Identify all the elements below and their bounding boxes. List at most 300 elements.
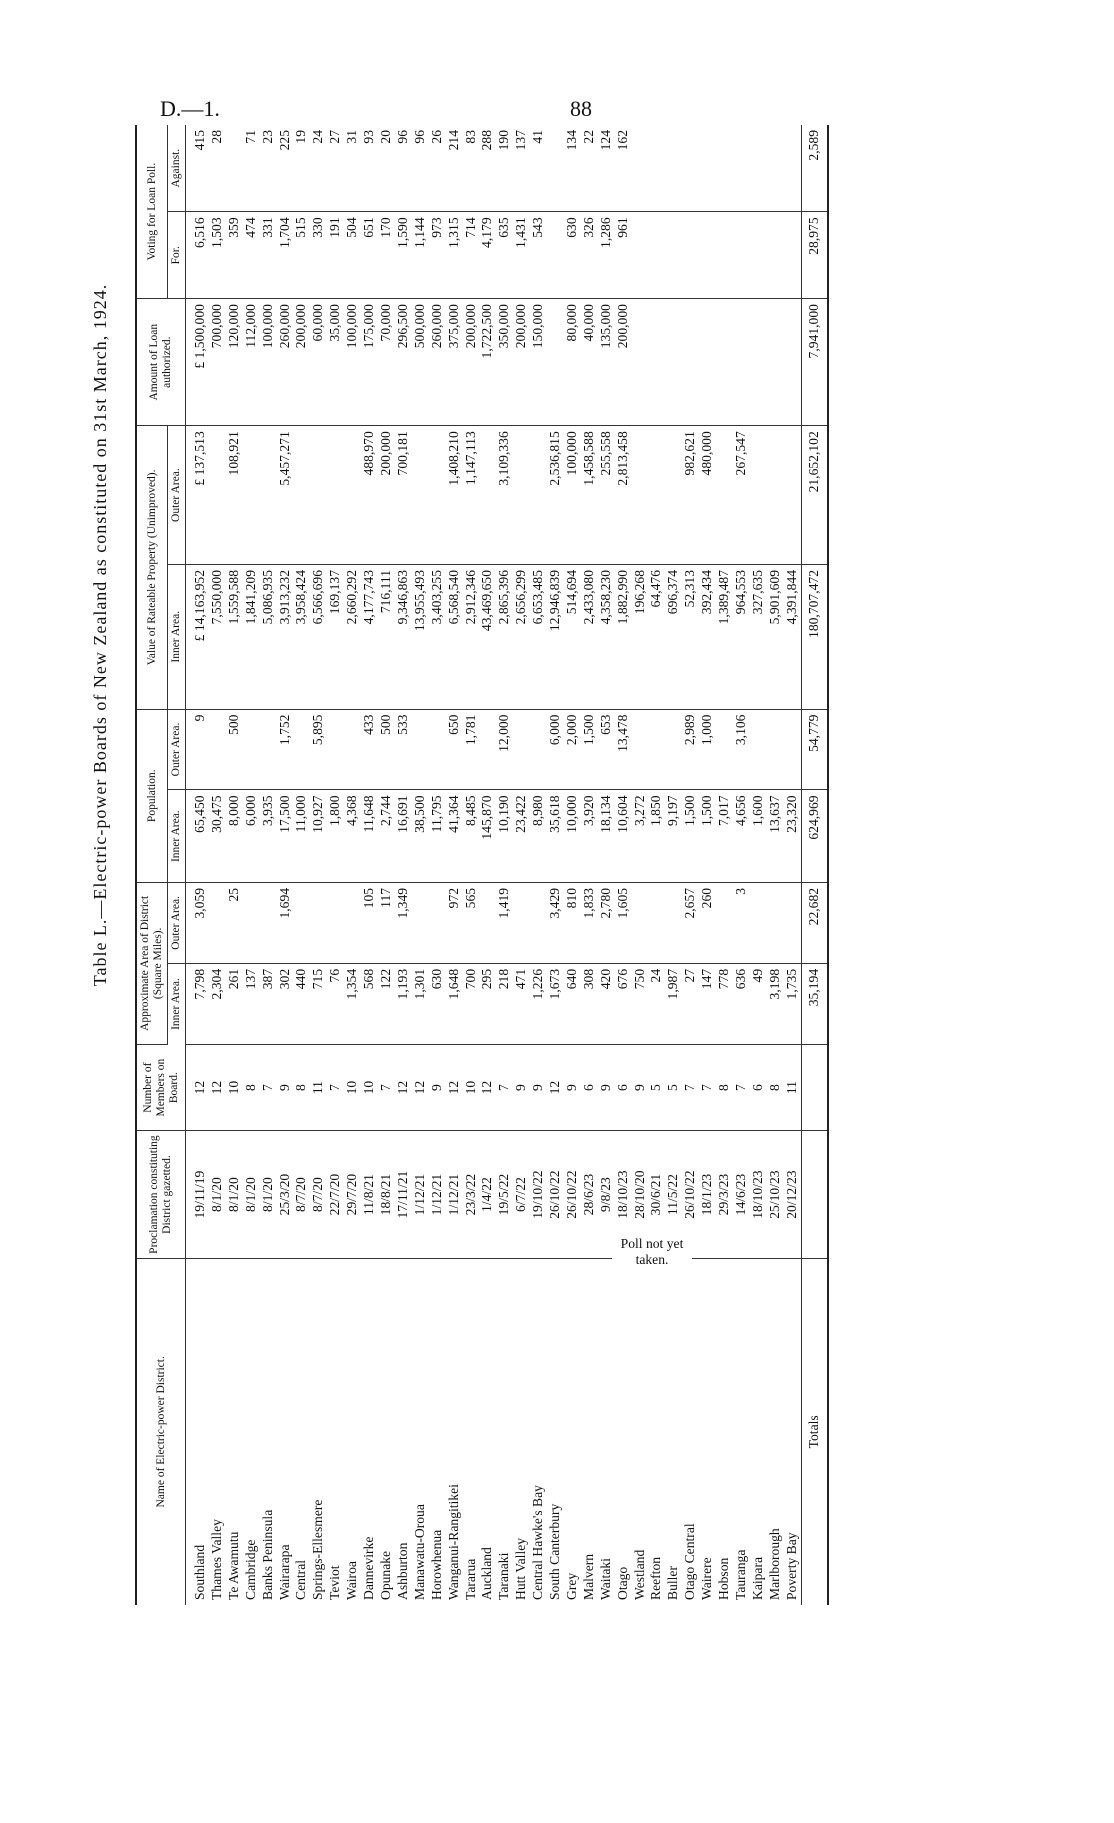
row-proclamation: 1/12/21 <box>412 1131 429 1258</box>
row-proclamation: 17/11/21 <box>395 1131 412 1258</box>
row-loan: 200,000 <box>513 299 530 426</box>
row-pop-outer <box>293 709 310 790</box>
header-name: Name of Electric-power District. <box>136 1258 186 1605</box>
table-caption: Table L.—Electric-power Boards of New Zealand as constituted on 31st March, 1924. <box>90 283 110 987</box>
table-row <box>716 125 733 1605</box>
row-area-outer <box>260 882 277 963</box>
row-against: 24 <box>310 125 327 212</box>
row-area-outer: 810 <box>564 882 581 963</box>
row-name: Tararua <box>462 1558 478 1600</box>
row-area-outer <box>513 882 530 963</box>
row-area-outer: 1,419 <box>496 882 513 963</box>
row-pop-inner: 17,500 <box>277 790 294 882</box>
row-value-inner: 1,559,588 <box>226 565 243 710</box>
row-value-outer <box>344 426 361 565</box>
row-value-inner: 392,434 <box>699 565 716 710</box>
row-pop-outer: 500 <box>226 709 243 790</box>
row-proclamation: 18/10/23 <box>750 1131 767 1258</box>
table-header <box>136 125 186 1605</box>
row-proclamation: 29/7/20 <box>344 1131 361 1258</box>
row-proclamation: 6/7/22 <box>513 1131 530 1258</box>
row-area-outer: 105 <box>361 882 378 963</box>
row-for: 1,144 <box>412 212 429 299</box>
row-members: 5 <box>665 1044 682 1131</box>
row-against: 28 <box>209 125 226 212</box>
row-value-inner: 64,476 <box>648 565 665 710</box>
row-area-inner: 778 <box>716 963 733 1044</box>
row-pop-inner: 16,691 <box>395 790 412 882</box>
row-pop-inner: 8,485 <box>463 790 480 882</box>
row-area-outer: 2,657 <box>682 882 699 963</box>
row-members: 12 <box>479 1044 496 1131</box>
row-members: 8 <box>767 1044 784 1131</box>
row-pop-outer: 3,106 <box>733 709 750 790</box>
row-value-inner: 1,389,487 <box>716 565 733 710</box>
totals-area-inner: 35,194 <box>801 963 827 1044</box>
row-against: 137 <box>513 125 530 212</box>
row-name: Teviot <box>327 1565 343 1600</box>
row-loan <box>699 299 716 426</box>
totals-area-outer: 22,682 <box>801 882 827 963</box>
table-row <box>243 125 260 1605</box>
table-row <box>327 125 344 1605</box>
row-pop-outer <box>479 709 496 790</box>
row-members: 5 <box>648 1044 665 1131</box>
row-members: 7 <box>378 1044 395 1131</box>
row-loan: 120,000 <box>226 299 243 426</box>
row-area-outer <box>632 882 649 963</box>
row-area-inner: 302 <box>277 963 294 1044</box>
row-area-outer: 1,694 <box>277 882 294 963</box>
row-against: 20 <box>378 125 395 212</box>
row-against: 31 <box>344 125 361 212</box>
row-area-inner: 630 <box>429 963 446 1044</box>
row-name: Central <box>293 1559 309 1600</box>
row-pop-outer <box>327 709 344 790</box>
header-proclamation: Proclamation constituting District gazetted. <box>136 1131 186 1258</box>
row-proclamation: 19/11/19 <box>186 1131 209 1258</box>
row-loan: 100,000 <box>344 299 361 426</box>
row-name: Wanganui-Rangitikei <box>445 1484 461 1600</box>
table-row <box>344 125 361 1605</box>
row-name: Westland <box>631 1549 647 1600</box>
row-against: 19 <box>293 125 310 212</box>
row-value-outer: 480,000 <box>699 426 716 565</box>
row-proclamation: 25/10/23 <box>767 1131 784 1258</box>
row-name: Kaipara <box>749 1556 765 1600</box>
header-loan: Amount of Loan authorized. <box>136 299 186 426</box>
row-area-inner: 295 <box>479 963 496 1044</box>
rotated-table-container <box>135 125 1025 1605</box>
row-pop-outer <box>243 709 260 790</box>
row-members: 7 <box>682 1044 699 1131</box>
row-loan: 200,000 <box>463 299 480 426</box>
row-proclamation: 9/8/23 <box>598 1131 615 1258</box>
row-pop-outer <box>716 709 733 790</box>
table-row <box>530 125 547 1605</box>
totals-proc <box>801 1131 827 1258</box>
row-area-outer: 2,780 <box>598 882 615 963</box>
row-members: 8 <box>716 1044 733 1131</box>
row-against <box>547 125 564 212</box>
row-members: 9 <box>598 1044 615 1131</box>
row-name: Opunake <box>377 1550 393 1600</box>
row-area-inner: 750 <box>632 963 649 1044</box>
row-proclamation: 1/12/21 <box>429 1131 446 1258</box>
table-row <box>682 125 699 1605</box>
table-row <box>395 125 412 1605</box>
row-members: 10 <box>463 1044 480 1131</box>
row-area-outer: 25 <box>226 882 243 963</box>
row-proclamation: 8/1/20 <box>209 1131 226 1258</box>
row-pop-inner: 65,450 <box>186 790 209 882</box>
row-value-outer <box>479 426 496 565</box>
row-name: Taranaki <box>496 1552 512 1600</box>
table-row <box>277 125 294 1605</box>
table-row <box>513 125 530 1605</box>
row-area-inner: 700 <box>463 963 480 1044</box>
table-row <box>547 125 564 1605</box>
row-pop-inner: 13,637 <box>767 790 784 882</box>
row-value-outer: 1,408,210 <box>446 426 463 565</box>
table-row <box>412 125 429 1605</box>
row-members: 7 <box>327 1044 344 1131</box>
header-area-outer: Outer Area. <box>168 882 186 963</box>
row-area-inner: 636 <box>733 963 750 1044</box>
row-against: 83 <box>463 125 480 212</box>
row-pop-outer <box>412 709 429 790</box>
row-for: 170 <box>378 212 395 299</box>
row-against <box>226 125 243 212</box>
header-pop-outer: Outer Area. <box>168 709 186 790</box>
table-row <box>446 125 463 1605</box>
row-for: 973 <box>429 212 446 299</box>
row-value-outer: 267,547 <box>733 426 750 565</box>
row-area-inner: 76 <box>327 963 344 1044</box>
table-row <box>186 125 209 1605</box>
row-name: Manawatu-Oroua <box>411 1504 427 1600</box>
row-area-inner: 49 <box>750 963 767 1044</box>
row-proclamation: 8/7/20 <box>293 1131 310 1258</box>
row-loan <box>547 299 564 426</box>
row-value-outer <box>530 426 547 565</box>
row-value-inner: 6,566,696 <box>310 565 327 710</box>
row-area-inner: 676 <box>615 963 632 1044</box>
row-loan <box>665 299 682 426</box>
row-value-outer: 488,970 <box>361 426 378 565</box>
row-pop-inner: 18,134 <box>598 790 615 882</box>
row-loan: 40,000 <box>581 299 598 426</box>
row-loan: 100,000 <box>260 299 277 426</box>
row-area-inner: 1,193 <box>395 963 412 1044</box>
row-pop-outer <box>665 709 682 790</box>
row-area-inner: 1,987 <box>665 963 682 1044</box>
row-pop-inner: 11,000 <box>293 790 310 882</box>
row-name: Hobson <box>716 1557 732 1600</box>
row-name: Otago Central <box>682 1523 698 1600</box>
row-value-inner: 3,403,255 <box>429 565 446 710</box>
row-value-inner: 2,865,396 <box>496 565 513 710</box>
row-loan: 500,000 <box>412 299 429 426</box>
row-name: Wairoa <box>344 1561 360 1600</box>
row-pop-outer <box>209 709 226 790</box>
row-proclamation: 1/12/21 <box>446 1131 463 1258</box>
row-members: 10 <box>344 1044 361 1131</box>
row-for: 331 <box>260 212 277 299</box>
table-row <box>784 125 801 1605</box>
row-name: Waitaki <box>597 1558 613 1600</box>
row-proclamation: 11/5/22 <box>665 1131 682 1258</box>
row-name: Marlborough <box>766 1528 782 1600</box>
row-value-outer: 5,457,271 <box>277 426 294 565</box>
row-value-outer: 700,181 <box>395 426 412 565</box>
row-area-outer <box>767 882 784 963</box>
table-row <box>699 125 716 1605</box>
row-members: 9 <box>564 1044 581 1131</box>
row-proclamation: 26/10/22 <box>547 1131 564 1258</box>
row-value-outer: 100,000 <box>564 426 581 565</box>
row-area-inner: 471 <box>513 963 530 1044</box>
row-area-outer <box>784 882 801 963</box>
row-value-inner: 12,946,839 <box>547 565 564 710</box>
row-name: Cambridge <box>242 1539 258 1600</box>
row-for: 6,516 <box>186 212 209 299</box>
row-pop-inner: 23,422 <box>513 790 530 882</box>
row-area-inner: 2,304 <box>209 963 226 1044</box>
row-for: 1,590 <box>395 212 412 299</box>
row-loan: 175,000 <box>361 299 378 426</box>
row-name: South Canterbury <box>547 1503 563 1600</box>
row-area-outer: 972 <box>446 882 463 963</box>
row-pop-inner: 10,000 <box>564 790 581 882</box>
row-loan: 375,000 <box>446 299 463 426</box>
table-row <box>361 125 378 1605</box>
row-area-inner: 24 <box>648 963 665 1044</box>
row-area-outer <box>243 882 260 963</box>
header-against: Against. <box>168 125 186 212</box>
table-row <box>632 125 649 1605</box>
row-value-inner: 514,694 <box>564 565 581 710</box>
table-row <box>767 125 784 1605</box>
row-value-outer: £ 137,513 <box>186 426 209 565</box>
header-for: For. <box>168 212 186 299</box>
row-name: Reefton <box>648 1556 664 1600</box>
row-loan <box>648 299 665 426</box>
row-value-inner: 5,086,935 <box>260 565 277 710</box>
row-members: 9 <box>277 1044 294 1131</box>
row-name: Thames Valley <box>208 1519 224 1600</box>
row-loan: 112,000 <box>243 299 260 426</box>
header-area-inner: Inner Area. <box>168 963 186 1044</box>
row-against: 225 <box>277 125 294 212</box>
header-pop-inner: Inner Area. <box>168 790 186 882</box>
row-area-inner: 122 <box>378 963 395 1044</box>
table-row <box>310 125 327 1605</box>
row-against: 22 <box>581 125 598 212</box>
row-loan <box>750 299 767 426</box>
table-body <box>186 125 802 1605</box>
row-proclamation: 30/6/21 <box>648 1131 665 1258</box>
row-area-inner: 7,798 <box>186 963 209 1044</box>
row-members: 12 <box>412 1044 429 1131</box>
table-row <box>226 125 243 1605</box>
row-value-inner: 9,346,863 <box>395 565 412 710</box>
row-members: 8 <box>243 1044 260 1131</box>
row-for: 4,179 <box>479 212 496 299</box>
row-name: Banks Peninsula <box>259 1509 275 1600</box>
table-row <box>733 125 750 1605</box>
row-pop-inner: 8,980 <box>530 790 547 882</box>
row-pop-inner: 10,190 <box>496 790 513 882</box>
row-area-outer <box>648 882 665 963</box>
row-area-outer: 565 <box>463 882 480 963</box>
table-row <box>648 125 665 1605</box>
row-for <box>547 212 564 299</box>
row-against: 134 <box>564 125 581 212</box>
row-value-outer <box>665 426 682 565</box>
row-against: 162 <box>615 125 632 212</box>
row-pop-inner: 9,197 <box>665 790 682 882</box>
row-name: Wairere <box>699 1557 715 1600</box>
totals-row <box>801 125 827 1605</box>
row-pop-outer: 1,781 <box>463 709 480 790</box>
row-value-outer <box>293 426 310 565</box>
row-area-outer: 117 <box>378 882 395 963</box>
row-for <box>733 212 750 299</box>
row-pop-inner: 41,364 <box>446 790 463 882</box>
row-pop-inner: 1,600 <box>750 790 767 882</box>
row-pop-outer <box>260 709 277 790</box>
row-loan: 60,000 <box>310 299 327 426</box>
row-area-outer <box>344 882 361 963</box>
row-for: 1,704 <box>277 212 294 299</box>
row-proclamation: 8/1/20 <box>260 1131 277 1258</box>
row-value-inner: 696,374 <box>665 565 682 710</box>
row-loan: 700,000 <box>209 299 226 426</box>
row-for: 714 <box>463 212 480 299</box>
row-members: 11 <box>310 1044 327 1131</box>
row-against <box>750 125 767 212</box>
header-value-outer: Outer Area. <box>168 426 186 565</box>
row-pop-inner: 7,017 <box>716 790 733 882</box>
row-name: Buller <box>665 1566 681 1600</box>
row-name: Poverty Bay <box>783 1532 799 1600</box>
row-value-inner: 327,635 <box>750 565 767 710</box>
row-against: 124 <box>598 125 615 212</box>
row-pop-outer <box>632 709 649 790</box>
row-pop-outer: 5,895 <box>310 709 327 790</box>
row-against <box>648 125 665 212</box>
row-pop-outer <box>648 709 665 790</box>
row-loan: 80,000 <box>564 299 581 426</box>
row-area-inner: 27 <box>682 963 699 1044</box>
row-for <box>716 212 733 299</box>
row-members: 8 <box>293 1044 310 1131</box>
row-for: 651 <box>361 212 378 299</box>
row-for <box>648 212 665 299</box>
row-for: 635 <box>496 212 513 299</box>
row-name: Auckland <box>479 1547 495 1600</box>
page-number: 88 <box>570 96 592 121</box>
row-value-outer <box>412 426 429 565</box>
row-value-inner: 964,553 <box>733 565 750 710</box>
header-value-group: Value of Rateable Property (Unimproved). <box>136 426 168 709</box>
row-pop-outer <box>784 709 801 790</box>
row-members: 12 <box>446 1044 463 1131</box>
row-name: Horowhenua <box>428 1529 444 1600</box>
row-members: 10 <box>361 1044 378 1131</box>
header-value-inner: Inner Area. <box>168 565 186 710</box>
row-for: 543 <box>530 212 547 299</box>
row-pop-outer: 500 <box>378 709 395 790</box>
row-members: 9 <box>429 1044 446 1131</box>
totals-members <box>801 1044 827 1131</box>
header-area-group: Approximate Area of District (Square Miles). <box>136 882 168 1044</box>
row-value-inner: 2,912,346 <box>463 565 480 710</box>
row-name: Grey <box>563 1572 579 1600</box>
row-area-outer <box>750 882 767 963</box>
row-against: 214 <box>446 125 463 212</box>
row-for: 504 <box>344 212 361 299</box>
row-members: 9 <box>632 1044 649 1131</box>
row-loan: 260,000 <box>277 299 294 426</box>
row-pop-inner: 11,648 <box>361 790 378 882</box>
row-area-inner: 3,198 <box>767 963 784 1044</box>
row-loan: 200,000 <box>293 299 310 426</box>
row-area-inner: 640 <box>564 963 581 1044</box>
row-against: 190 <box>496 125 513 212</box>
row-for: 474 <box>243 212 260 299</box>
row-value-outer <box>310 426 327 565</box>
row-value-outer: 2,813,458 <box>615 426 632 565</box>
row-name: Te Awamutu <box>225 1531 241 1600</box>
row-value-outer: 255,558 <box>598 426 615 565</box>
table-row <box>581 125 598 1605</box>
row-pop-inner: 3,935 <box>260 790 277 882</box>
row-against: 41 <box>530 125 547 212</box>
row-proclamation: 25/3/20 <box>277 1131 294 1258</box>
row-members: 7 <box>260 1044 277 1131</box>
row-pop-inner: 6,000 <box>243 790 260 882</box>
row-proclamation: 8/1/20 <box>243 1131 260 1258</box>
row-members: 12 <box>547 1044 564 1131</box>
row-pop-outer <box>429 709 446 790</box>
row-pop-outer <box>750 709 767 790</box>
row-proclamation: 19/5/22 <box>496 1131 513 1258</box>
table-row <box>665 125 682 1605</box>
row-name: Malvern <box>580 1553 596 1600</box>
electric-power-boards-table <box>135 125 829 1605</box>
row-members: 7 <box>699 1044 716 1131</box>
table-row <box>429 125 446 1605</box>
row-proclamation: 19/10/22 <box>530 1131 547 1258</box>
row-against: 288 <box>479 125 496 212</box>
row-value-inner: 4,177,743 <box>361 565 378 710</box>
row-value-outer: 1,147,113 <box>463 426 480 565</box>
table-row <box>750 125 767 1605</box>
row-pop-outer: 1,000 <box>699 709 716 790</box>
row-against <box>665 125 682 212</box>
row-loan: 70,000 <box>378 299 395 426</box>
document-reference: D.—1. <box>160 96 220 121</box>
row-value-outer <box>750 426 767 565</box>
row-value-inner: 6,653,485 <box>530 565 547 710</box>
row-members: 10 <box>226 1044 243 1131</box>
row-members: 7 <box>496 1044 513 1131</box>
row-value-outer <box>632 426 649 565</box>
row-value-inner: 169,137 <box>327 565 344 710</box>
row-for: 191 <box>327 212 344 299</box>
